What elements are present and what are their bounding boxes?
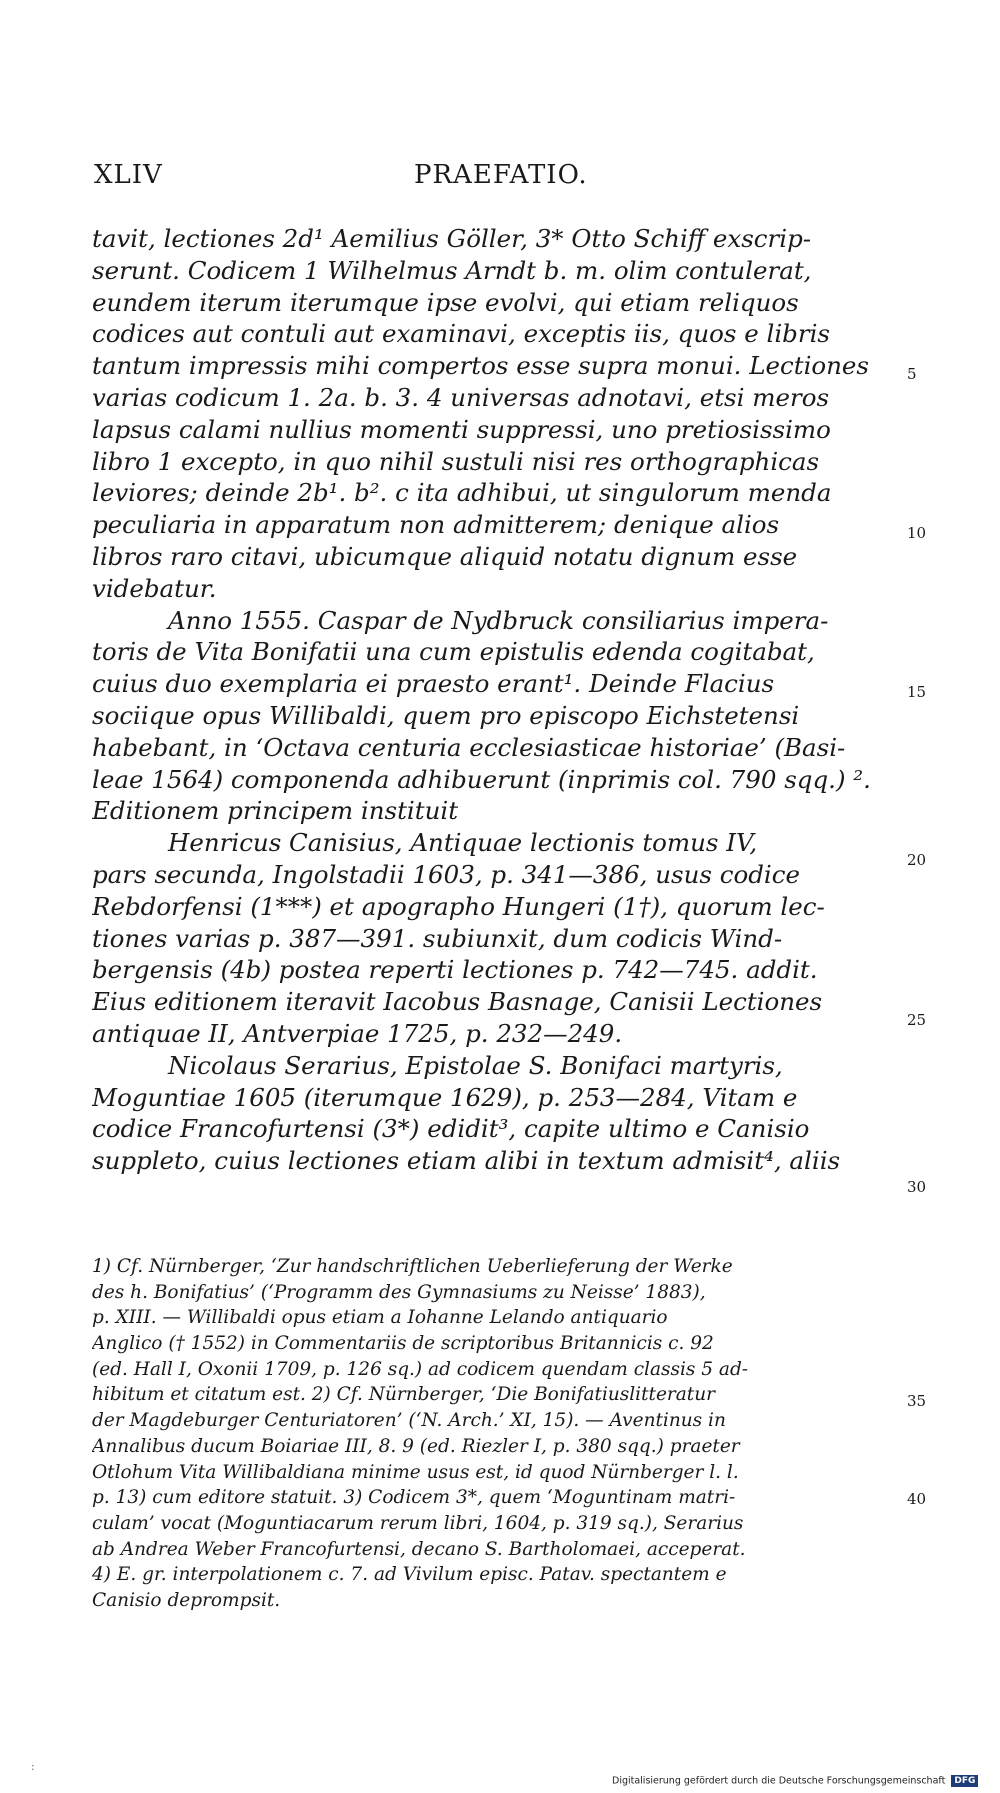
footnote-line: p. XIII. — Willibaldi opus etiam a Iohanne Lelando antiquario xyxy=(92,1307,668,1329)
running-head-title: PRAEFATIO. xyxy=(414,160,588,190)
scan-mark: : xyxy=(31,1760,35,1773)
text-line: codice Francofurtensi (3*) edidit³, capite ultimo e Canisio xyxy=(92,1114,810,1144)
footnote-line: hibitum et citatum est. 2) Cf. Nürnberger, ‘Die Bonifatiuslitteratur xyxy=(92,1384,715,1406)
line-number-35: 35 xyxy=(907,1392,927,1410)
footnote-line: (ed. Hall I, Oxonii 1709, p. 126 sq.) ad codicem quendam classis 5 ad- xyxy=(92,1358,749,1380)
footnote-line: p. 13) cum editore statuit. 3) Codicem 3*, quem ‘Moguntinam matri- xyxy=(92,1487,736,1509)
line-number-5: 5 xyxy=(907,365,917,383)
text-line: Eius editionem iteravit Iacobus Basnage, Canisii Lectiones xyxy=(92,987,823,1017)
text-line: antiquae II, Antverpiae 1725, p. 232—249. xyxy=(92,1018,623,1048)
text-line: Nicolaus Serarius, Epistolae S. Bonifaci martyris, xyxy=(168,1050,783,1080)
line-number-25: 25 xyxy=(907,1011,927,1029)
footnote-line: culam’ vocat (Moguntiacarum rerum libri, 1604, p. 319 sq.), Serarius xyxy=(92,1512,744,1534)
text-line: varias codicum 1. 2a. b. 3. 4 universas adnotavi, etsi meros xyxy=(92,382,830,412)
text-line: pars secunda, Ingolstadii 1603, p. 341—386, usus codice xyxy=(92,859,800,889)
page-number: XLIV xyxy=(94,160,163,190)
text-line: cuius duo exemplaria ei praesto erant¹. Deinde Flacius xyxy=(92,669,775,699)
main-text xyxy=(92,223,902,1177)
line-number-10: 10 xyxy=(907,524,927,542)
text-line: tiones varias p. 387—391. subiunxit, dum codicis Wind- xyxy=(92,923,783,953)
text-line: codices aut contuli aut examinavi, exceptis iis, quos e libris xyxy=(92,319,830,349)
text-line: leviores; deinde 2b¹. b². c ita adhibui, ut singulorum menda xyxy=(92,478,832,508)
text-line: toris de Vita Bonifatii una cum epistulis edenda cogitabat, xyxy=(92,637,815,667)
dfg-logo: DFG xyxy=(951,1775,978,1787)
text-line: eundem iterum iterumque ipse evolvi, qui etiam reliquos xyxy=(92,287,799,317)
text-line: Rebdorfensi (1***) et apographo Hungeri (1†), quorum lec- xyxy=(92,891,825,921)
credit-text: Digitalisierung gefördert durch die Deutsche Forschungsgemeinschaft xyxy=(612,1775,946,1787)
text-line: habebant, in ‘Octava centuria ecclesiasticae historiae’ (Basi- xyxy=(92,732,846,762)
text-line: leae 1564) componenda adhibuerunt (inprimis col. 790 sqq.) ². xyxy=(92,764,871,794)
text-line: tavit, lectiones 2d¹ Aemilius Göller, 3* Otto Schiff exscrip- xyxy=(92,224,812,253)
text-line: tantum impressis mihi compertos esse supra monui. Lectiones xyxy=(92,351,870,381)
text-line: lapsus calami nullius momenti suppressi, uno pretiosissimo xyxy=(92,414,831,444)
footnote-line: ab Andrea Weber Francofurtensi, decano S. Bartholomaei, acceperat. xyxy=(92,1538,746,1560)
text-line: Editionem principem instituit xyxy=(92,796,459,826)
line-number-15: 15 xyxy=(907,683,927,701)
footnote-line: Otlohum Vita Willibaldiana minime usus est, id quod Nürnberger l. l. xyxy=(92,1461,739,1483)
footnote-line: 4) E. gr. interpolationem c. 7. ad Vivilum episc. Patav. spectantem e xyxy=(92,1564,727,1586)
text-line: Henricus Canisius, Antiquae lectionis tomus IV, xyxy=(168,828,758,858)
footnote-line: der Magdeburger Centuriatoren’ (‘N. Arch.’ XI, 15). — Aventinus in xyxy=(92,1410,726,1432)
text-line: serunt. Codicem 1 Wilhelmus Arndt b. m. olim contulerat, xyxy=(92,255,812,285)
text-line: libro 1 excepto, in quo nihil sustuli nisi res orthographicas xyxy=(92,446,820,476)
text-line: peculiaria in apparatum non admitterem; denique alios xyxy=(92,510,780,540)
footnote-line: des h. Bonifatius’ (‘Programm des Gymnasiums zu Neisse’ 1883), xyxy=(92,1281,706,1303)
running-header xyxy=(94,160,882,190)
text-line: Moguntiae 1605 (iterumque 1629), p. 253—284, Vitam e xyxy=(92,1082,798,1112)
text-line: Anno 1555. Caspar de Nydbruck consiliarius impera- xyxy=(168,605,829,635)
line-number-20: 20 xyxy=(907,851,927,869)
text-line: libros raro citavi, ubicumque aliquid notatu dignum esse xyxy=(92,541,798,571)
text-line: suppleto, cuius lectiones etiam alibi in textum admisit⁴, aliis xyxy=(92,1146,841,1176)
footnote-line: 1) Cf. Nürnberger, ‘Zur handschriftlichen Ueberlieferung der Werke xyxy=(92,1256,733,1277)
text-line: bergensis (4b) postea reperti lectiones p. 742—745. addit. xyxy=(92,955,818,985)
digitization-credit xyxy=(612,1775,978,1787)
line-number-40: 40 xyxy=(907,1490,927,1508)
footnote-line: Annalibus ducum Boiariae III, 8. 9 (ed. Riezler I, p. 380 sqq.) praeter xyxy=(92,1435,740,1457)
footnote-line: Canisio deprompsit. xyxy=(92,1589,281,1611)
text-line: videbatur. xyxy=(92,573,217,603)
footnotes xyxy=(92,1254,902,1614)
line-number-30: 30 xyxy=(907,1178,927,1196)
text-line: sociique opus Willibaldi, quem pro episcopo Eichstetensi xyxy=(92,700,800,730)
footnote-line: Anglico († 1552) in Commentariis de scriptoribus Britannicis c. 92 xyxy=(92,1333,714,1355)
